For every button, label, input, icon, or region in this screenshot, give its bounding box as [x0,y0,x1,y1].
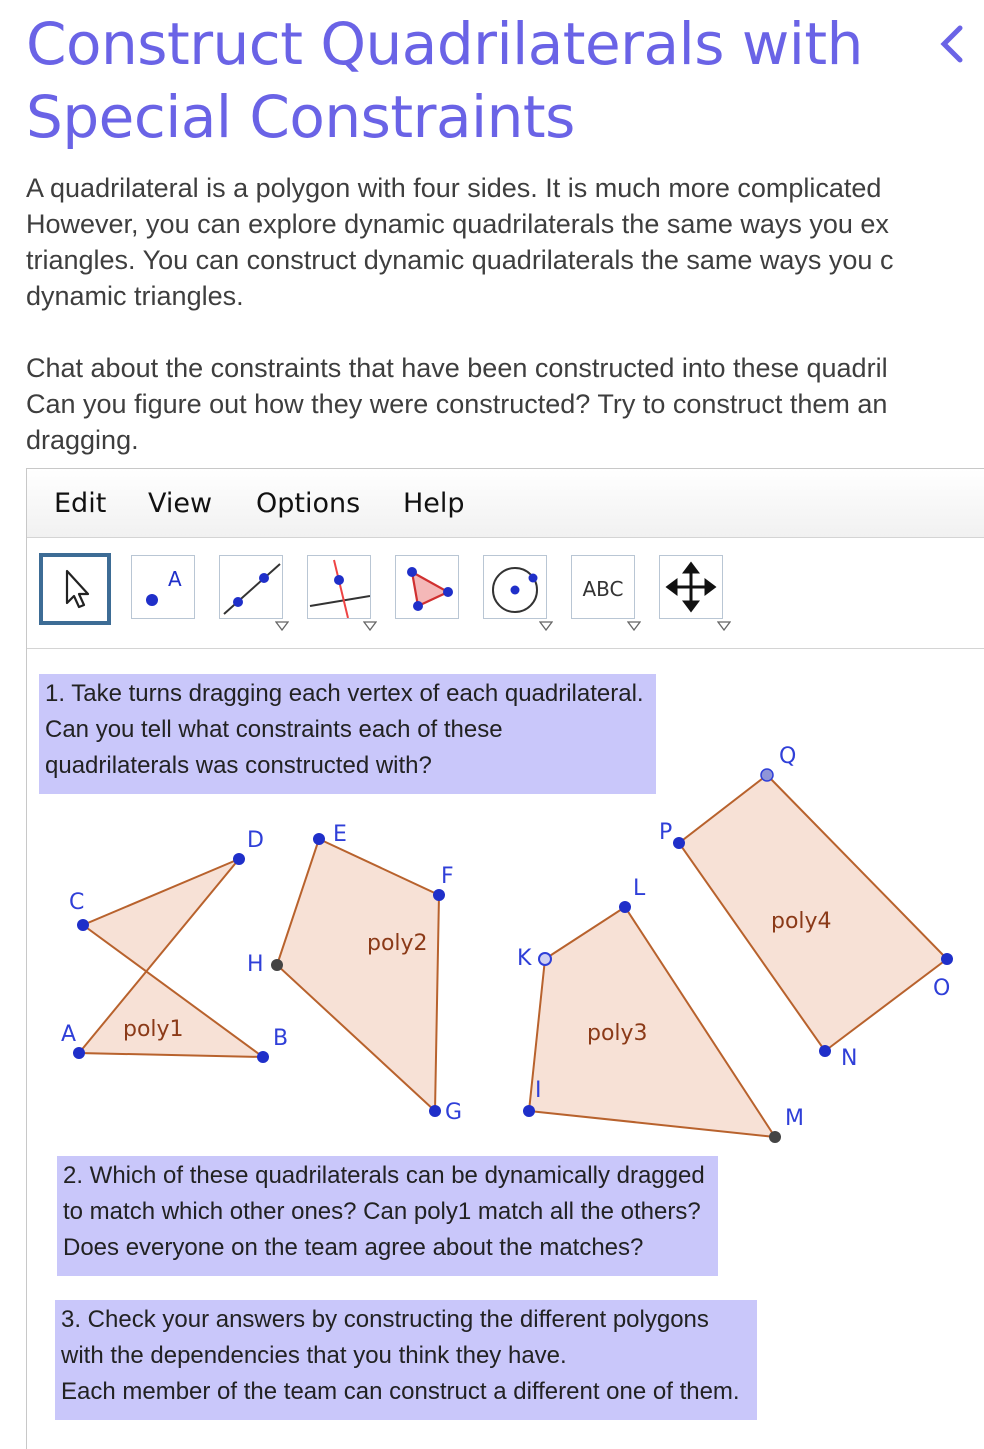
circle-tool-button[interactable] [483,555,547,619]
label-Q: Q [779,744,797,769]
label-O: O [933,976,951,1001]
label-poly3: poly3 [587,1021,648,1046]
prompt-line: 3. Check your answers by constructing the different polygons [61,1306,709,1333]
point-tool-button[interactable] [131,555,195,619]
prompt-line: Can you tell what constraints each of these [45,716,503,743]
text-icon [572,556,634,618]
text-tool-button[interactable] [571,555,635,619]
polygon-icon [396,556,458,618]
label-C: C [69,890,85,915]
point-G[interactable] [429,1105,441,1117]
point-tool-label: A [168,567,182,591]
line-icon [220,556,282,618]
move-tool-button[interactable] [39,553,111,625]
dropdown-triangle-icon[interactable] [539,621,553,631]
move-arrows-icon [660,556,722,618]
prompt-line: to match which other ones? Can poly1 match all the others? [63,1198,701,1225]
intro-line: triangles. You can construct dynamic quadrilaterals the same ways you c [26,245,894,275]
point-N[interactable] [819,1045,831,1057]
label-B: B [273,1026,289,1051]
point-F[interactable] [433,889,445,901]
prompt-2 [57,1156,718,1276]
point-H[interactable] [271,959,283,971]
point-P[interactable] [673,837,685,849]
perpendicular-line-icon [308,556,370,618]
toolbar [27,538,984,649]
point-D[interactable] [233,853,245,865]
label-G: G [445,1100,463,1125]
point-M[interactable] [769,1131,781,1143]
label-N: N [841,1046,858,1071]
intro-line: Can you figure out how they were constructed? Try to construct them an [26,389,888,419]
geogebra-applet [26,468,984,1449]
menu-view[interactable]: View [148,488,213,519]
point-L[interactable] [619,901,631,913]
label-K: K [517,946,532,971]
dropdown-triangle-icon[interactable] [275,621,289,631]
chevron-left-icon[interactable] [934,22,968,66]
label-L: L [633,876,646,901]
polygon-poly3[interactable] [529,907,775,1137]
title-line-2: Special Constraints [26,83,575,151]
intro-line: A quadrilateral is a polygon with four sides. It is much more complicated [26,173,882,203]
arrow-cursor-icon [43,557,107,621]
graphics-view[interactable] [27,649,984,1449]
label-M: M [785,1106,804,1131]
point-E[interactable] [313,833,325,845]
intro-line: dragging. [26,425,139,455]
prompt-line: with the dependencies that you think they have. [61,1342,567,1369]
point-A[interactable] [73,1047,85,1059]
point-K[interactable] [539,953,551,965]
circle-icon [484,556,546,618]
menu-help[interactable]: Help [403,488,465,519]
point-B[interactable] [257,1051,269,1063]
prompt-line: Does everyone on the team agree about the matches? [63,1234,644,1261]
label-A: A [61,1022,77,1047]
point-icon [132,556,194,618]
dropdown-triangle-icon[interactable] [363,621,377,631]
menu-bar [27,469,984,538]
point-C[interactable] [77,919,89,931]
dropdown-triangle-icon[interactable] [717,621,731,631]
title-line-1: Construct Quadrilaterals with [26,10,863,78]
label-H: H [247,952,264,977]
polygon-poly2[interactable] [277,839,439,1111]
intro-text [26,170,984,458]
label-I: I [535,1078,542,1103]
intro-paragraph-2 [26,350,984,458]
point-Q[interactable] [761,769,773,781]
polygon-tool-button[interactable] [395,555,459,619]
label-D: D [247,828,264,853]
geometry-drawing [27,649,984,1169]
point-I[interactable] [523,1105,535,1117]
page-title [26,8,906,154]
dropdown-triangle-icon[interactable] [627,621,641,631]
intro-line: dynamic triangles. [26,281,244,311]
text-tool-label: ABC [582,577,624,601]
label-F: F [441,864,454,889]
prompt-3 [55,1300,757,1420]
prompt-line: quadrilaterals was constructed with? [45,752,432,779]
intro-line: However, you can explore dynamic quadrilaterals the same ways you ex [26,209,889,239]
point-O[interactable] [941,953,953,965]
prompt-line: 1. Take turns dragging each vertex of each quadrilateral. [45,680,644,707]
move-graphics-tool-button[interactable] [659,555,723,619]
line-tool-button[interactable] [219,555,283,619]
label-poly2: poly2 [367,931,428,956]
label-P: P [659,820,673,845]
prompt-line: 2. Which of these quadrilaterals can be dynamically dragged [63,1162,705,1189]
intro-paragraph-1 [26,170,984,314]
intro-line: Chat about the constraints that have been constructed into these quadril [26,353,888,383]
menu-edit[interactable]: Edit [54,488,107,519]
label-E: E [333,822,347,847]
menu-options[interactable]: Options [256,488,361,519]
label-poly4: poly4 [771,909,832,934]
label-poly1: poly1 [123,1017,184,1042]
prompt-line: Each member of the team can construct a different one of them. [61,1378,740,1405]
perpendicular-tool-button[interactable] [307,555,371,619]
